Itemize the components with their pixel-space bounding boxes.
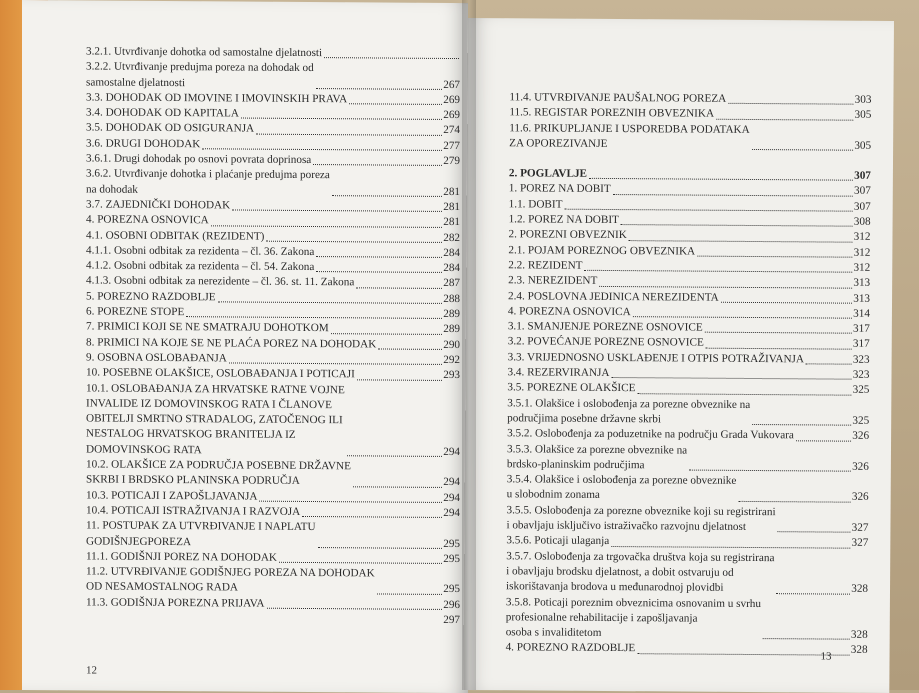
toc-entry-page: 274 <box>443 124 460 137</box>
toc-entry-page: 317 <box>852 338 870 351</box>
toc-entry-title: 2. POGLAVLJE <box>508 167 588 181</box>
toc-leader-dots <box>316 88 442 90</box>
toc-entry <box>86 595 460 613</box>
toc-entry-page: 294 <box>443 445 460 458</box>
toc-entry-title: 3.1. SMANJENJE POREZNE OSNOVICE <box>507 320 703 334</box>
toc-leader-dots <box>266 241 442 243</box>
toc-entry-page: 326 <box>852 460 869 473</box>
toc-entry <box>507 472 869 505</box>
left-page <box>22 0 468 693</box>
toc-entry-title: 11.5. REGISTAR POREZNIH OBVEZNIKA <box>509 106 715 121</box>
toc-entry-title: 1. POREZ NA DOBIT <box>508 182 611 196</box>
toc-entry-page: 327 <box>851 521 869 534</box>
toc-entry-title: 3.2.2. Utvrđivanje predujma poreza na dohodak od samostalne djelatnosti <box>86 60 314 89</box>
toc-entry-page: 269 <box>443 109 460 122</box>
toc-leader-dots <box>689 470 851 472</box>
toc-leader-dots <box>621 224 853 227</box>
toc-leader-dots <box>331 333 442 335</box>
toc-leader-dots <box>279 562 442 564</box>
toc-leader-dots <box>378 348 442 349</box>
page-number: 12 <box>86 664 97 677</box>
toc-entry-page: 279 <box>443 155 460 168</box>
toc-entry-title: 4. POREZNA OSNOVICA <box>86 213 209 227</box>
toc-entry-page: 328 <box>850 644 868 657</box>
toc-entry-page: 295 <box>443 583 460 596</box>
toc-entry-title: 3.3. DOHODAK OD IMOVINE I IMOVINSKIH PRAVA <box>86 91 348 106</box>
toc-entry <box>86 457 460 490</box>
toc-entry-page: 290 <box>443 338 460 351</box>
toc-leader-dots <box>232 210 442 212</box>
toc-entry-page: 289 <box>443 307 460 321</box>
toc-entry-title: 3.5.2. Oslobođenja za poduzetnike na području Grada Vukovara <box>507 427 794 442</box>
toc-leader-dots <box>316 272 442 274</box>
toc-entry-page: 307 <box>854 169 871 183</box>
toc-entry-title: 3.5.5. Oslobođenja za porezne obveznike koji su registrirani i obavljaju isključivo istraživačko razvojnu djelatnost <box>506 504 776 533</box>
toc-leader-dots <box>611 546 850 549</box>
toc-entry-page: 293 <box>443 369 460 382</box>
toc-entry-page: 303 <box>854 93 872 106</box>
toc-leader-dots <box>316 256 442 258</box>
toc-leader-dots <box>705 332 852 334</box>
toc-entry-title: 8. PRIMICI NA KOJE SE NE PLAĆA POREZ NA DOHODAK <box>86 336 377 351</box>
toc-entry-title: 3.5.6. Poticaji ulaganja <box>506 534 610 548</box>
toc-leader-dots <box>633 316 852 319</box>
toc-entry-page: 325 <box>852 414 870 427</box>
toc-entry-title: 3.6. DRUGI DOHODAK <box>86 137 201 151</box>
toc-entry <box>506 595 868 643</box>
toc-leader-dots <box>777 531 850 533</box>
toc-entry-title: 11.2. UTVRĐIVANJE GODIŠNJEG POREZA NA DOHODAK OD NESAMOSTALNOG RADA <box>86 565 375 594</box>
toc-entry-page: 323 <box>852 368 870 381</box>
toc-entry-page: 277 <box>443 139 460 152</box>
toc-entry-title: 10.1. OSLOBAĐANJA ZA HRVATSKE RATNE VOJNE INVALIDE IZ DOMOVINSKOG RATA I ČLANOVE OBITELJI SMRTNO STRADALOG, ZATOČENOG ILI NESTALOG HRVATSKOG BRANITELJA IZ DOMOVINSKOG RATA <box>86 381 345 456</box>
book-gutter <box>462 0 476 690</box>
toc-leader-dots <box>776 593 850 595</box>
toc-entry-title: 3.7. ZAJEDNIČKI DOHODAK <box>86 198 231 212</box>
toc-leader-dots <box>202 148 442 151</box>
toc-entry-page: 294 <box>443 506 460 519</box>
toc-entry-page: 288 <box>443 292 460 305</box>
toc-entry-title: 3.4. DOHODAK OD KAPITALA <box>86 106 239 120</box>
toc-entry-page: 284 <box>443 246 460 259</box>
toc-entry-page: 328 <box>850 628 868 641</box>
toc-entry-title: 4. POREZNA OSNOVICA <box>507 305 631 319</box>
toc-trailing-page <box>86 610 460 628</box>
toc-entry-title: 3.5.8. Poticaji poreznim obveznicima osnovanim u svrhu profesionalne rehabilitacije i zapošljavanja osoba s invaliditetom <box>505 595 762 640</box>
toc-leader-dots <box>267 608 443 610</box>
page-number: 13 <box>820 650 832 663</box>
toc-entry-page: 313 <box>853 276 871 290</box>
toc-leader-dots <box>324 57 459 59</box>
toc-entry-title: 4.1.3. Osobni odbitak za nerezidente – čl. 36. st. 11. Zakona <box>86 274 355 289</box>
toc-leader-dots <box>637 653 850 655</box>
toc-leader-dots <box>738 501 851 503</box>
toc-entry-title: 4.1. OSOBNI ODBITAK (REZIDENT) <box>86 229 265 243</box>
toc-entry <box>506 503 868 536</box>
toc-entry-title: 2. POREZNI OBVEZNIK <box>508 228 627 242</box>
toc-entry-title: 3.6.1. Drugi dohodak po osnovi povrata doprinosa <box>86 152 312 167</box>
toc-leader-dots <box>186 316 442 319</box>
toc-entry-title: 3.5.7. Oslobođenja za trgovačka društva koja su registrirana i obavljaju brodsku djelatnost, a dobit ostvaruju od iskorištavanja brodova u međunarodnoj plovidbi <box>505 549 775 595</box>
toc-entry-page: 281 <box>443 216 460 229</box>
toc-entry-title: 2.3. NEREZIDENT <box>508 274 598 288</box>
toc-entry-title: 3.5.1. Olakšice i oslobođenja za porezne obveznike na područjima posebne državne skrbi <box>507 396 751 426</box>
table-of-contents-left <box>86 44 460 628</box>
toc-entry-page: 297 <box>443 613 460 627</box>
toc-entry-title: 9. OSOBNA OSLOBAĐANJA <box>86 351 227 365</box>
toc-entry-page: 267 <box>443 78 460 91</box>
toc-entry-title: 3.3. VRIJEDNOSNO USKLAĐENJE I OTPIS POTRAŽIVANJA <box>507 351 805 366</box>
toc-entry-page: 305 <box>854 108 872 122</box>
toc-leader-dots <box>211 225 442 228</box>
toc-entry <box>86 381 460 460</box>
toc-entry-title: 10.4. POTICAJI ISTRAŽIVANJA I RAZVOJA <box>86 504 301 518</box>
toc-entry-page: 317 <box>853 322 870 335</box>
toc-entry-title: 2.2. REZIDENT <box>508 259 583 272</box>
toc-entry-page: 269 <box>443 93 460 106</box>
toc-leader-dots <box>763 638 850 640</box>
toc-entry-title: 3.2.1. Utvrđivanje dohotka od samostalne djelatnosti <box>86 45 323 60</box>
toc-entry <box>507 396 869 429</box>
toc-leader-dots <box>377 593 443 594</box>
toc-entry-title: 11.6. PRIKUPLJANJE I USPOREDBA PODATAKA ZA OPOREZIVANJE <box>509 121 750 150</box>
toc-entry-title: 11.3. GODIŠNJA POREZNA PRIJAVA <box>86 596 265 610</box>
toc-entry-title: 2.1. POJAM POREZNOG OBVEZNIKA <box>508 243 696 258</box>
toc-leader-dots <box>728 103 853 105</box>
toc-entry-page: 281 <box>443 200 460 214</box>
toc-entry-page: 295 <box>443 552 460 565</box>
toc-entry-title: 10.3. POTICAJI I ZAPOŠLJAVANJA <box>86 489 258 503</box>
toc-entry <box>506 641 868 659</box>
toc-leader-dots <box>806 363 852 364</box>
toc-entry-page: 281 <box>443 185 460 198</box>
toc-leader-dots <box>357 379 442 381</box>
toc-entry <box>506 549 868 597</box>
toc-entry-page: 296 <box>443 598 460 611</box>
toc-entry-page: 312 <box>853 246 871 259</box>
toc-entry-page: 312 <box>853 231 871 244</box>
toc-leader-dots <box>318 547 443 549</box>
toc-leader-dots <box>697 256 852 258</box>
toc-entry <box>86 60 460 93</box>
toc-leader-dots <box>613 194 853 197</box>
toc-entry-title: 3.2. POVEĆANJE POREZNE OSNOVICE <box>507 335 704 350</box>
toc-leader-dots <box>218 301 443 304</box>
toc-entry-page: 313 <box>853 292 871 305</box>
toc-entry-page: 287 <box>443 277 460 290</box>
toc-entry-page: 295 <box>443 537 460 550</box>
toc-entry <box>509 121 871 154</box>
toc-entry-page: 307 <box>853 185 871 198</box>
toc-entry-page: 292 <box>443 353 460 366</box>
toc-entry <box>507 442 869 475</box>
toc-leader-dots <box>241 118 442 120</box>
toc-entry-title: 11. POSTUPAK ZA UTVRĐIVANJE I NAPLATU GODIŠNJEGPOREZA <box>86 519 316 548</box>
toc-entry-title: 10. POSEBNE OLAKŠICE, OSLOBAĐANJA I POTICAJI <box>86 366 355 381</box>
toc-entry-title: 11.1. GODIŠNJI POREZ NA DOHODAK <box>86 550 278 564</box>
toc-entry-page: 327 <box>851 537 869 550</box>
toc-entry-title: 7. PRIMICI KOJI SE NE SMATRAJU DOHOTKOM <box>86 320 329 335</box>
toc-entry-title: 5. POREZNO RAZDOBLJE <box>86 290 216 304</box>
toc-entry-title: 3.5.4. Olakšice i oslobođenja za porezne obveznike u slobodnim zonama <box>506 473 737 502</box>
toc-leader-dots <box>599 285 852 288</box>
toc-leader-dots <box>564 209 852 212</box>
toc-entry <box>86 167 460 200</box>
toc-entry-page: 325 <box>852 384 870 397</box>
toc-entry-title: 3.6.2. Utvrđivanje dohotka i plaćanje predujma poreza na dohodak <box>86 167 330 196</box>
toc-entry-page: 326 <box>851 491 869 504</box>
toc-leader-dots <box>347 455 442 457</box>
toc-leader-dots <box>721 302 852 304</box>
toc-entry-page: 294 <box>443 476 460 489</box>
toc-leader-dots <box>706 347 852 349</box>
toc-entry-page: 282 <box>443 231 460 244</box>
toc-leader-dots <box>629 240 853 243</box>
toc-entry-title: 6. POREZNE STOPE <box>86 305 185 319</box>
toc-leader-dots <box>637 393 851 395</box>
toc-entry-title: 3.5.3. Olakšice za porezne obveznike na brdsko-planinskim područjima <box>506 442 688 472</box>
toc-leader-dots <box>356 287 442 289</box>
toc-entry-page: 314 <box>853 307 870 320</box>
toc-entry-title: 3.4. REZERVIRANJA <box>507 366 610 380</box>
toc-leader-dots <box>259 501 442 503</box>
toc-leader-dots <box>589 178 853 181</box>
toc-entry-page: 307 <box>853 200 871 213</box>
toc-leader-dots <box>611 377 851 380</box>
toc-entry-title: 11.4. UTVRĐIVANJE PAUŠALNOG POREZA <box>509 91 727 105</box>
toc-leader-dots <box>313 164 442 166</box>
toc-leader-dots <box>752 149 854 151</box>
toc-leader-dots <box>229 363 442 365</box>
toc-entry-page: 326 <box>852 429 870 443</box>
toc-entry <box>509 182 871 200</box>
toc-leader-dots <box>796 440 851 441</box>
toc-leader-dots <box>353 486 442 488</box>
toc-entry-title: 4. POREZNO RAZDOBLJE <box>505 641 636 655</box>
toc-leader-dots <box>332 195 442 197</box>
toc-entry-page: 308 <box>853 215 871 228</box>
toc-entry-page: 294 <box>443 491 460 504</box>
toc-leader-dots <box>716 118 854 120</box>
toc-leader-dots <box>302 516 442 518</box>
toc-entry-page: 289 <box>443 323 460 336</box>
toc-entry-title: 4.1.2. Osobni odbitak za rezidenta – čl. 54. Zakona <box>86 259 315 274</box>
toc-entry-page: 284 <box>443 262 460 275</box>
toc-entry-page: 305 <box>854 139 872 152</box>
toc-leader-dots <box>585 270 853 273</box>
table-of-contents-right <box>506 90 872 658</box>
toc-entry-title: 3.5. POREZNE OLAKŠICE <box>507 381 636 395</box>
toc-entry-title: 1.1. DOBIT <box>508 198 563 211</box>
toc-entry-page: 328 <box>851 582 869 596</box>
toc-leader-dots <box>256 133 442 135</box>
toc-entry-title: 3.5. DOHODAK OD OSIGURANJA <box>86 121 255 136</box>
toc-entry-title: 10.2. OLAKŠICE ZA PODRUČJA POSEBNE DRŽAVNE SKRBI I BRDSKO PLANINSKA PODRUČJA <box>86 458 351 488</box>
right-page <box>463 18 894 693</box>
toc-entry-page: 312 <box>853 261 871 274</box>
toc-entry-title: 4.1.1. Osobni odbitak za rezidenta – čl. 36. Zakona <box>86 244 315 258</box>
toc-entry-title: 2.4. POSLOVNA JEDINICA NEREZIDENTA <box>508 289 719 304</box>
toc-entry <box>86 519 460 552</box>
toc-entry <box>86 565 460 598</box>
toc-leader-dots <box>752 424 851 426</box>
toc-leader-dots <box>349 103 442 105</box>
toc-entry-page: 323 <box>852 353 870 366</box>
toc-entry-title: 1.2. POREZ NA DOBIT <box>508 213 619 227</box>
